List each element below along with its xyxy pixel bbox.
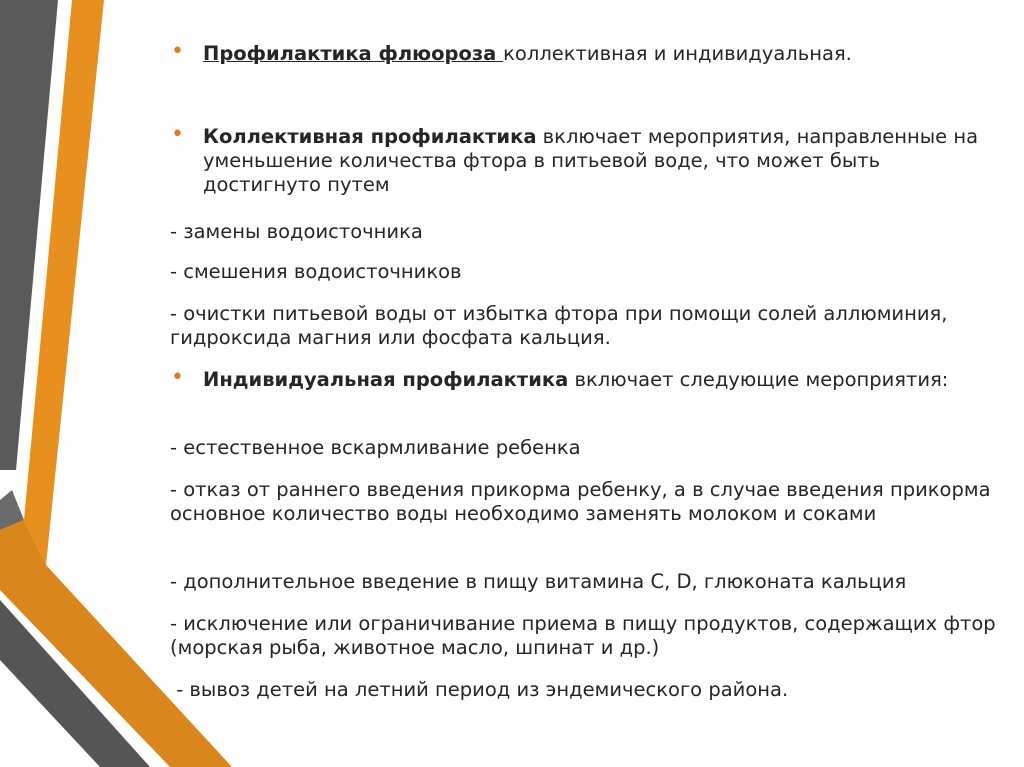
bullet-text: [203, 368, 1000, 392]
individual-item: - вывоз детей на летний период из эндемического района.: [170, 678, 789, 701]
individual-item: - отказ от раннего введения прикорма ребенку, а в случае введения прикорма основное количество воды необходимо заменять молоком и соками: [170, 478, 991, 525]
collective-prevention-desc: включает мероприятия, направленные на уменьшение количества фтора в питьевой воде, что может быть достигнуто путем: [203, 125, 979, 196]
individual-item: - дополнительное введение в пищу витамина С, D, глюконата кальция: [170, 570, 907, 593]
bullet-text: [203, 125, 1000, 197]
individual-item: - исключение или ограничивание приема в пищу продуктов, содержащих фтор (морская рыба, животное масло, шпинат и др.): [170, 612, 996, 659]
bullet-dot: •: [171, 365, 184, 390]
heading-individual-prevention: Индивидуальная профилактика: [203, 368, 569, 391]
heading-fluorosis-prevention: Профилактика флюороза: [203, 42, 504, 65]
fluorosis-prevention-desc: коллективная и индивидуальная.: [503, 42, 852, 65]
bullet-dot: •: [171, 122, 184, 147]
bullet-fluorosis-prevention: [170, 39, 1000, 66]
slide-content: [170, 0, 1010, 767]
bullet-dot: •: [171, 39, 184, 64]
collective-item: - замены водоисточника: [170, 220, 423, 243]
collective-item: - смешения водоисточников: [170, 260, 462, 283]
individual-item: - естественное вскармливание ребенка: [170, 436, 581, 459]
bullet-text: [203, 42, 1000, 66]
heading-collective-prevention: Коллективная профилактика: [203, 125, 537, 148]
bullet-collective-prevention: [170, 122, 1000, 197]
collective-item: - очистки питьевой воды от избытка фтора при помощи солей аллюминия, гидроксида магния или фосфата кальция.: [170, 302, 948, 349]
bullet-individual-prevention: [170, 365, 1000, 392]
individual-prevention-desc: включает следующие мероприятия:: [568, 368, 949, 391]
